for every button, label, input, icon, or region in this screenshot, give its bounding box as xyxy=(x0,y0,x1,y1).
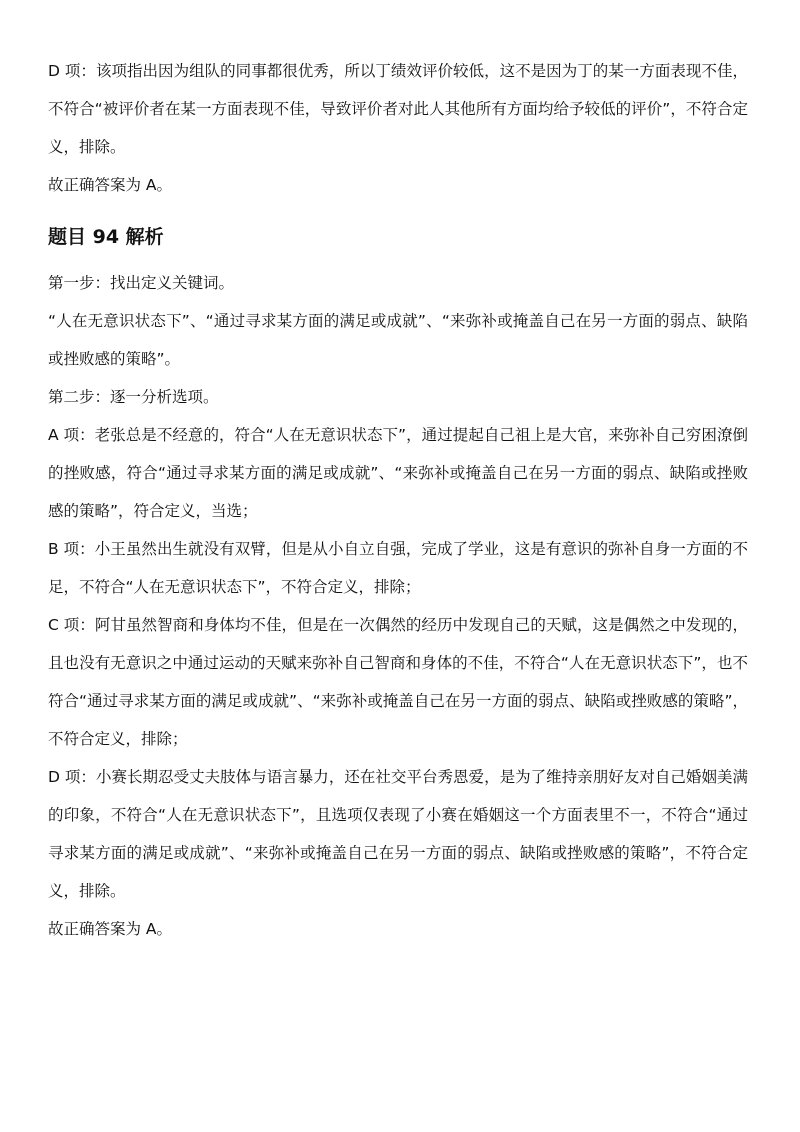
prev-answer: 故正确答案为 A。 xyxy=(48,176,173,194)
option-b-analysis: B 项：小王虽然出生就没有双臂，但是从小自立自强，完成了学业，这是有意识的弥补自身一方面的不足，不符合“人在无意识状态下”，不符合定义，排除； xyxy=(48,540,748,596)
document-page xyxy=(48,52,748,948)
step2-label: 第二步：逐一分析选项。 xyxy=(48,388,219,406)
option-d-analysis: D 项：小赛长期忍受丈夫肢体与语言暴力，还在社交平台秀恩爱，是为了维持亲朋好友对自己婚姻美满的印象，不符合“人在无意识状态下”，且选项仅表现了小赛在婚姻这一个方面表里不一，不符合“通过寻求某方面的满足或成就”、“来弥补或掩盖自己在另一方面的弱点、缺陷或挫败感的策略”，不符合定义，排除。 xyxy=(48,768,748,900)
answer: 故正确答案为 A。 xyxy=(48,920,173,938)
option-c-analysis: C 项：阿甘虽然智商和身体均不佳，但是在一次偶然的经历中发现自己的天赋，这是偶然之中发现的，且也没有无意识之中通过运动的天赋来弥补自己智商和身体的不佳，不符合“人在无意识状态下”，也不符合“通过寻求某方面的满足或成就”、“来弥补或掩盖自己在另一方面的弱点、缺陷或挫败感的策略”，不符合定义，排除； xyxy=(48,616,748,748)
section-title: 题目 94 解析 xyxy=(48,226,164,248)
option-a-analysis: A 项：老张总是不经意的，符合“人在无意识状态下”，通过提起自己祖上是大官，来弥补自己穷困潦倒的挫败感，符合“通过寻求某方面的满足或成就”、“来弥补或掩盖自己在另一方面的弱点、缺陷或挫败感的策略”，符合定义，当选； xyxy=(48,426,748,520)
step1-label: 第一步：找出定义关键词。 xyxy=(48,274,235,292)
definition-keywords: “人在无意识状态下”、“通过寻求某方面的满足或成就”、“来弥补或掩盖自己在另一方面的弱点、缺陷或挫败感的策略”。 xyxy=(48,312,748,368)
prev-option-d: D 项：该项指出因为组队的同事都很优秀，所以丁绩效评价较低，这不是因为丁的某一方面表现不佳，不符合“被评价者在某一方面表现不佳，导致评价者对此人其他所有方面均给予较低的评价”，不符合定义，排除。 xyxy=(48,62,748,156)
